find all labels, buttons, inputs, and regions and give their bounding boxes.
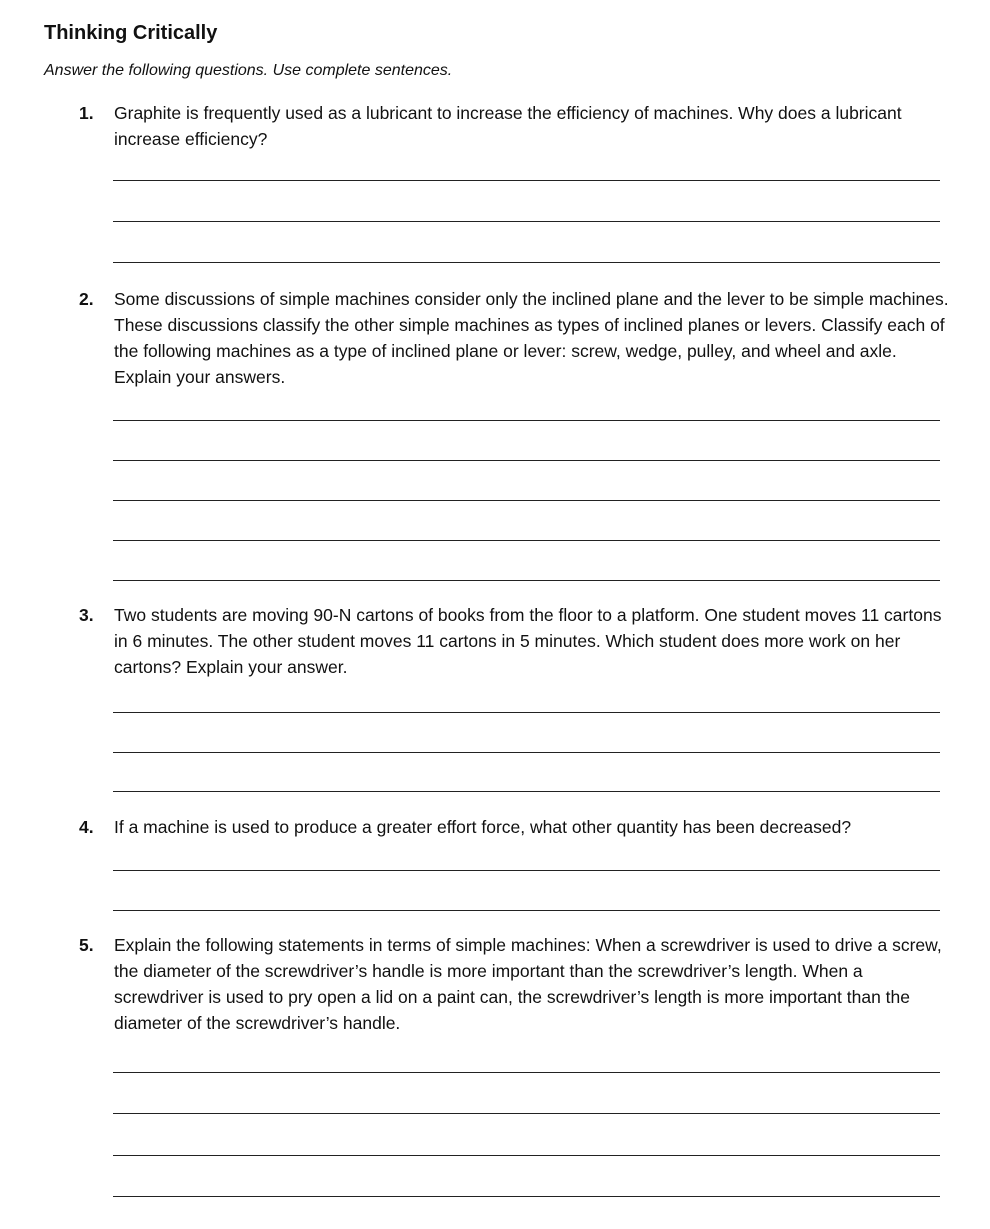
answer-line-q1-3[interactable] (113, 262, 940, 263)
answer-line-q4-1[interactable] (113, 870, 940, 871)
question-number: 3. (79, 605, 94, 625)
answer-line-q2-5[interactable] (113, 580, 940, 581)
answer-line-q2-2[interactable] (113, 460, 940, 461)
answer-line-q2-1[interactable] (113, 420, 940, 421)
question-number: 5. (79, 935, 94, 955)
answer-line-q1-2[interactable] (113, 221, 940, 222)
question-number: 4. (79, 817, 94, 837)
answer-line-q2-3[interactable] (113, 500, 940, 501)
question-number: 1. (79, 103, 94, 123)
question-number: 2. (79, 289, 94, 309)
answer-line-q5-1[interactable] (113, 1072, 940, 1073)
page-title: Thinking Critically (44, 22, 218, 44)
answer-line-q3-3[interactable] (113, 791, 940, 792)
question-text: Some discussions of simple machines consider only the inclined plane and the lever to be simple machines. These discussions classify the other simple machines as types of inclined planes or levers. Classify each of the following machines as a type of inclined plane or lever: screw, wedge, pulley, and wheel and axle. Explain your answers. (114, 289, 949, 387)
answer-line-q3-1[interactable] (113, 712, 940, 713)
question-text: Graphite is frequently used as a lubricant to increase the efficiency of machines. Why does a lubricant increase efficiency? (114, 103, 902, 149)
question-text: Two students are moving 90-N cartons of books from the floor to a platform. One student moves 11 cartons in 6 minutes. The other student moves 11 cartons in 5 minutes. Which student does more work on her cartons? Explain your answer. (114, 605, 942, 677)
answer-line-q5-2[interactable] (113, 1113, 940, 1114)
instructions: Answer the following questions. Use complete sentences. (44, 62, 453, 79)
answer-line-q1-1[interactable] (113, 180, 940, 181)
question-text: If a machine is used to produce a greater effort force, what other quantity has been decreased? (114, 817, 852, 837)
answer-line-q5-4[interactable] (113, 1196, 940, 1197)
answer-line-q3-2[interactable] (113, 752, 940, 753)
answer-line-q4-2[interactable] (113, 910, 940, 911)
answer-line-q5-3[interactable] (113, 1155, 940, 1156)
question-text: Explain the following statements in terms of simple machines: When a screwdriver is used to drive a screw, the diameter of the screwdriver’s handle is more important than the screwdriver’s length. When a screwdriver is used to pry open a lid on a paint can, the screwdriver’s length is more important than the diameter of the screwdriver’s handle. (114, 935, 942, 1033)
answer-line-q2-4[interactable] (113, 540, 940, 541)
